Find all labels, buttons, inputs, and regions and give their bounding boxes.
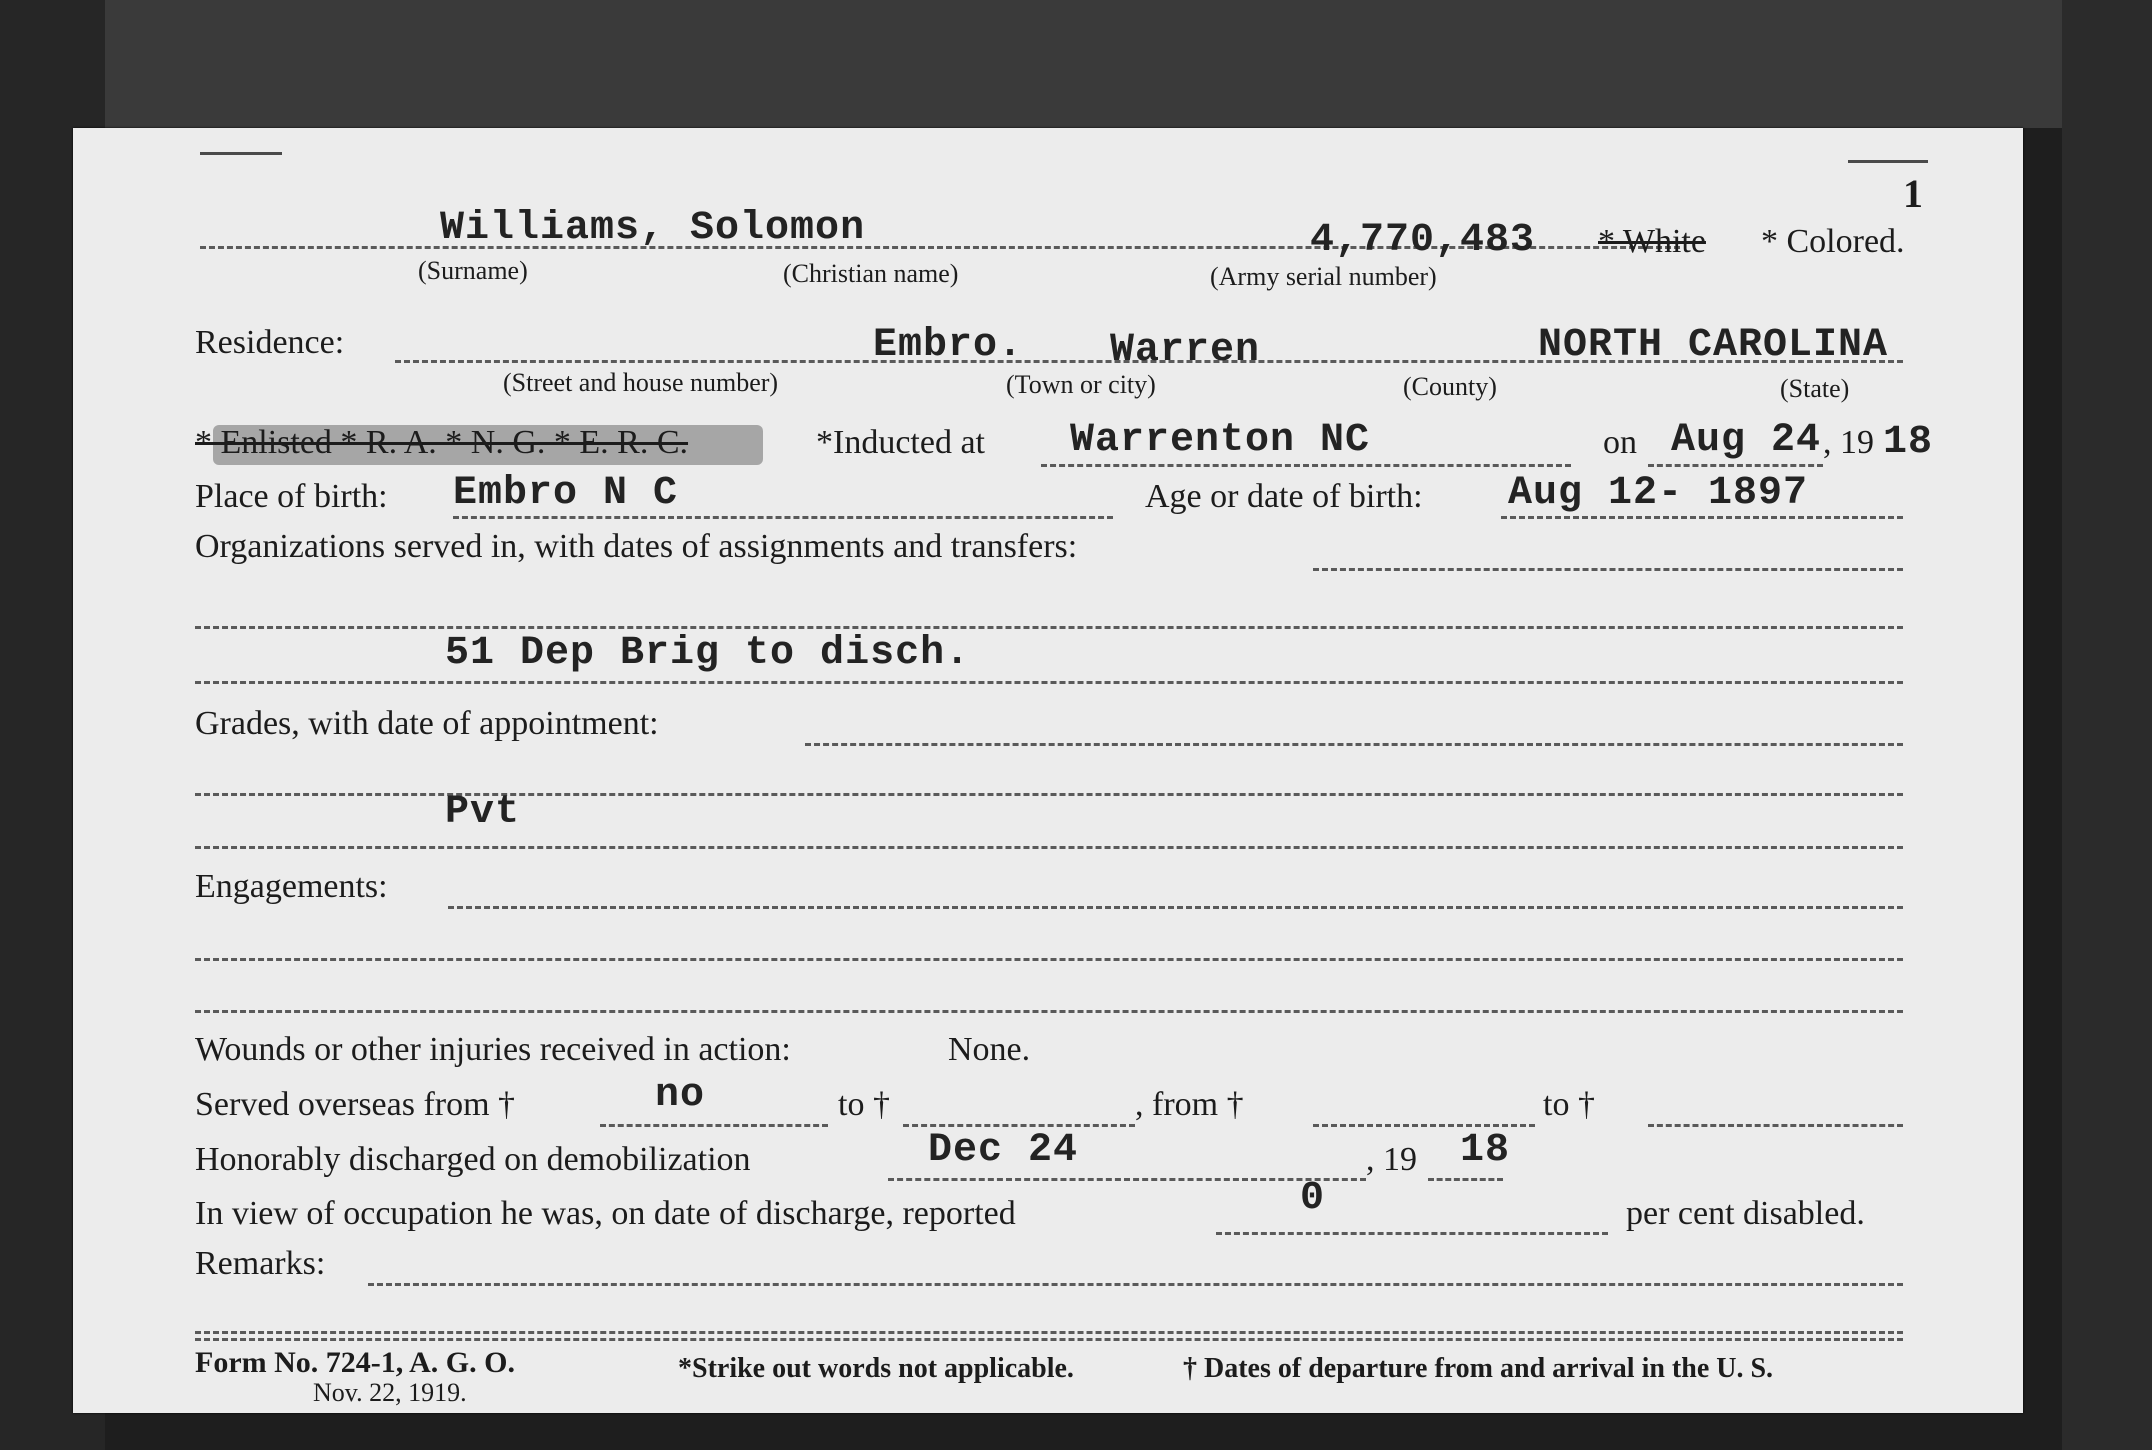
town-caption: (Town or city)	[1006, 370, 1156, 399]
organizations-line-3	[195, 681, 1903, 684]
discharge-date: Dec 24	[928, 1128, 1079, 1173]
induction-place-line	[1041, 464, 1571, 467]
scanner-background-top	[0, 0, 2152, 128]
date-of-birth-label: Age or date of birth:	[1145, 478, 1423, 515]
place-of-birth: Embro N C	[453, 471, 679, 516]
date-of-birth: Aug 12- 1897	[1508, 471, 1809, 516]
race-white-struck: * White	[1598, 223, 1706, 260]
discharge-year-line	[1428, 1178, 1503, 1181]
disability-suffix: per cent disabled.	[1626, 1195, 1865, 1232]
enlistment-status-struck: * Enlisted * R. A. * N. G. * E. R. C.	[195, 424, 689, 461]
christian-name-caption: (Christian name)	[783, 259, 959, 288]
remarks-line-1	[368, 1283, 1903, 1286]
served-overseas-value: no	[655, 1073, 706, 1118]
birth-place-line	[453, 516, 1113, 519]
grades-line-1	[805, 743, 1903, 746]
overseas-to2-label: to †	[1543, 1086, 1595, 1123]
organizations-served: 51 Dep Brig to disch.	[445, 631, 971, 676]
organizations-label: Organizations served in, with dates of assignments and transfers:	[195, 528, 1078, 565]
discharge-year-prefix: , 19	[1366, 1141, 1417, 1178]
residence-state: NORTH CAROLINA	[1538, 323, 1889, 368]
army-serial-number: 4,770,483	[1310, 218, 1536, 263]
surname-caption: (Surname)	[418, 256, 528, 285]
residence-town: Embro.	[873, 323, 1024, 368]
remarks-line-2	[195, 1331, 1903, 1334]
grades-label: Grades, with date of appointment:	[195, 705, 659, 742]
footer-note-dates: † Dates of departure from and arrival in the U. S.	[1183, 1353, 1774, 1384]
race-colored: * Colored.	[1761, 223, 1905, 260]
engagements-line-2	[195, 958, 1903, 961]
remarks-line-3	[195, 1338, 1903, 1341]
engagements-label: Engagements:	[195, 868, 388, 905]
overseas-from2-label: , from †	[1135, 1086, 1244, 1123]
induction-on-label: on	[1603, 424, 1637, 461]
place-of-birth-label: Place of birth:	[195, 478, 388, 515]
grade-value: Pvt	[445, 790, 521, 835]
birth-date-line	[1501, 516, 1903, 519]
disability-label: In view of occupation he was, on date of discharge, reported	[195, 1195, 1016, 1232]
disability-line	[1216, 1232, 1608, 1235]
corner-rule-right	[1848, 160, 1928, 163]
corner-rule	[200, 152, 282, 155]
scanner-background-right	[2062, 0, 2152, 1450]
wounds-label: Wounds or other injuries received in action:	[195, 1031, 791, 1068]
overseas-from-line	[600, 1124, 828, 1127]
discharge-year: 18	[1460, 1128, 1511, 1173]
form-number: Form No. 724-1, A. G. O.	[195, 1346, 515, 1379]
induction-year-prefix: , 19	[1823, 424, 1874, 461]
induction-place: Warrenton NC	[1070, 418, 1371, 463]
state-caption: (State)	[1780, 374, 1850, 403]
county-caption: (County)	[1403, 372, 1497, 401]
discharge-date-line	[888, 1178, 1366, 1181]
overseas-to-label: to †	[838, 1086, 890, 1123]
service-record-card	[73, 128, 2023, 1413]
engagements-line-1	[448, 906, 1903, 909]
residence-label: Residence:	[195, 324, 345, 361]
wounds-value: None.	[948, 1031, 1031, 1068]
remarks-label: Remarks:	[195, 1245, 326, 1282]
organizations-line-2	[195, 626, 1903, 629]
overseas-to-line	[903, 1124, 1135, 1127]
organizations-line-1	[1313, 568, 1903, 571]
street-caption: (Street and house number)	[503, 368, 779, 397]
residence-county: Warren	[1110, 328, 1261, 373]
overseas-from2-line	[1313, 1124, 1535, 1127]
disability-percent: 0	[1300, 1176, 1326, 1221]
footer-note-strike: *Strike out words not applicable.	[678, 1353, 1074, 1384]
induction-year: 18	[1883, 420, 1934, 465]
card-number: 1	[1903, 171, 1923, 216]
inducted-at-label: *Inducted at	[816, 424, 985, 461]
induction-date-line	[1648, 464, 1823, 467]
serial-caption: (Army serial number)	[1210, 262, 1437, 291]
discharge-label: Honorably discharged on demobilization	[195, 1141, 751, 1178]
induction-date: Aug 24	[1671, 418, 1822, 463]
soldier-name: Williams, Solomon	[440, 206, 866, 251]
form-date: Nov. 22, 1919.	[313, 1378, 467, 1407]
grades-line-3	[195, 846, 1903, 849]
engagements-line-3	[195, 1010, 1903, 1013]
overseas-to2-line	[1648, 1124, 1903, 1127]
served-overseas-label: Served overseas from †	[195, 1086, 516, 1123]
